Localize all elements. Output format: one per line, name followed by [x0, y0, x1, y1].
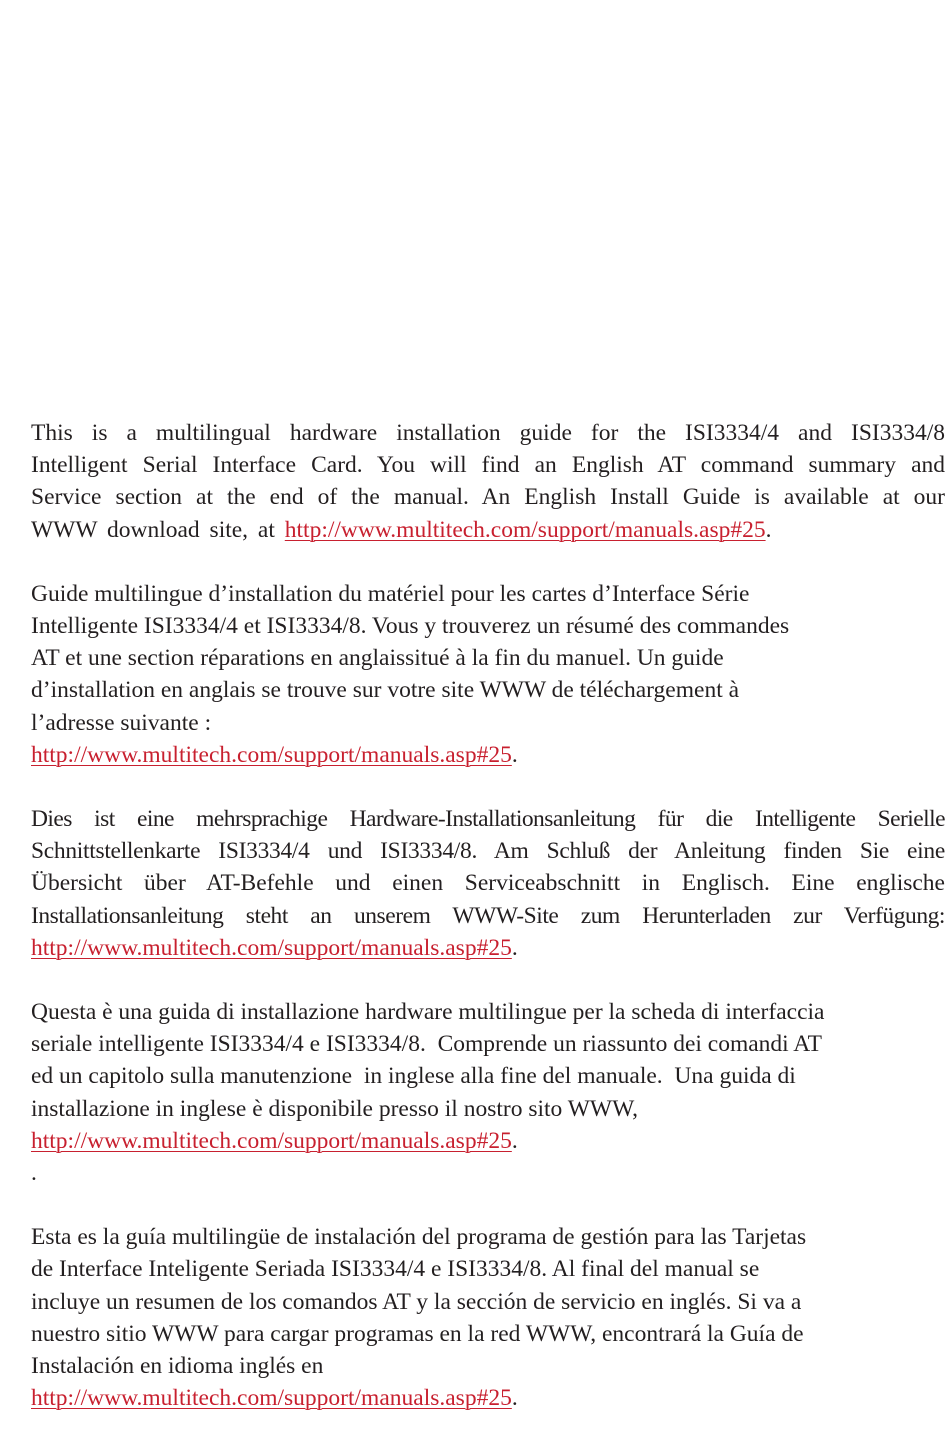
paragraph-french — [31, 578, 945, 771]
manual-link-english[interactable]: http://www.multitech.com/support/manuals.asp#25 — [284, 516, 766, 543]
text-line: nuestro sitio WWW para cargar programas en la red WWW, encontrará la Guía de — [31, 1320, 804, 1347]
link-suffix: . — [511, 1127, 518, 1154]
text-line: Dies ist eine mehrsprachige Hardware-Installationsanleitung für die Intelligente Serielle — [31, 806, 945, 833]
text-line — [31, 739, 945, 771]
link-suffix: . — [511, 741, 518, 768]
text-line: ed un capitolo sulla manutenzione in inglese alla fine del manuale. Una guida di — [31, 1063, 796, 1090]
text-line: installazione in inglese è disponibile presso il nostro sito WWW, — [31, 1095, 638, 1122]
text-line: d’installation en anglais se trouve sur votre site WWW de téléchargement à — [31, 677, 740, 704]
text-line: Intelligent Serial Interface Card. You will find an English AT command summary and — [31, 452, 945, 479]
text-line — [31, 1125, 945, 1157]
text-line: Questa è una guida di installazione hardware multilingue per la scheda di interfaccia — [31, 999, 825, 1026]
text-line: AT et une section réparations en anglaissitué à la fin du manuel. Un guide — [31, 645, 724, 672]
text-line — [31, 514, 945, 546]
text-line: l’adresse suivante : — [31, 709, 212, 736]
text-line: Esta es la guía multilingüe de instalación del programa de gestión para las Tarjetas — [31, 1224, 807, 1251]
text-line: Guide multilingue d’installation du matériel pour les cartes d’Interface Série — [31, 580, 750, 607]
manual-link-german[interactable]: http://www.multitech.com/support/manuals.asp#25 — [31, 934, 512, 961]
text-line — [31, 932, 945, 964]
document-body — [31, 417, 945, 1446]
link-suffix: . — [511, 1385, 518, 1412]
trailing-period: . — [31, 1160, 37, 1187]
text-line: Schnittstellenkarte ISI3334/4 und ISI3334/8. Am Schluß der Anleitung finden Sie eine — [31, 838, 945, 865]
text-line — [31, 1382, 945, 1414]
text-line: This is a multilingual hardware installation guide for the ISI3334/4 and ISI3334/8 — [31, 420, 945, 446]
text-line: Intelligente ISI3334/4 et ISI3334/8. Vous y trouverez un résumé des commandes — [31, 613, 790, 640]
text-line: Übersicht über AT-Befehle und einen Serviceabschnitt in Englisch. Eine englische — [31, 870, 945, 897]
text-line-prefix: WWW download site, at — [31, 516, 285, 543]
paragraph-german — [31, 803, 945, 964]
text-line: Installationsanleitung steht an unserem WWW-Site zum Herunterladen zur Verfügung: — [31, 902, 945, 929]
paragraph-english — [31, 417, 945, 546]
link-suffix: . — [765, 516, 772, 543]
manual-link-french[interactable]: http://www.multitech.com/support/manuals.asp#25 — [31, 741, 512, 768]
link-suffix: . — [511, 934, 518, 961]
text-line: de Interface Inteligente Seriada ISI3334/4 e ISI3334/8. Al final del manual se — [31, 1256, 760, 1283]
text-line: Service section at the end of the manual. An English Install Guide is available at our — [31, 484, 945, 511]
text-line: seriale intelligente ISI3334/4 e ISI3334/8. Comprende un riassunto dei comandi AT — [31, 1031, 823, 1058]
text-line: Instalación en idioma inglés en — [31, 1353, 324, 1380]
manual-link-spanish[interactable]: http://www.multitech.com/support/manuals.asp#25 — [31, 1385, 512, 1412]
text-line: incluye un resumen de los comandos AT y la sección de servicio en inglés. Si va a — [31, 1288, 802, 1315]
manual-link-italian[interactable]: http://www.multitech.com/support/manuals.asp#25 — [31, 1127, 512, 1154]
paragraph-italian — [31, 996, 945, 1189]
paragraph-spanish — [31, 1221, 945, 1414]
